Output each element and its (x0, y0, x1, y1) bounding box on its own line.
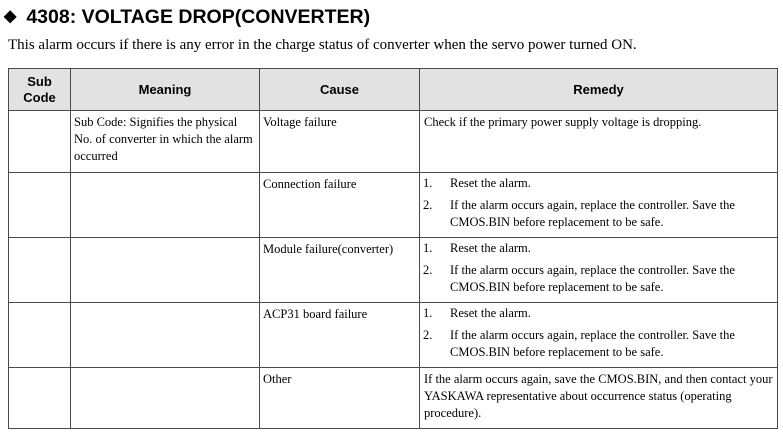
sub-code-cell (9, 173, 71, 238)
sub-code-cell (9, 368, 71, 429)
header-sub-code-line2: Code (23, 89, 56, 105)
remedy-cell: If the alarm occurs again, save the CMOS.BIN, and then contact your YASKAWA representative about occurrence status (operating procedure). (420, 368, 778, 429)
alarm-title (4, 3, 370, 31)
header-sub-code-line1: Sub (27, 73, 52, 89)
remedy-step: 2. If the alarm occurs again, replace the controller. Save the CMOS.BIN before replacement to be safe. (423, 198, 735, 229)
alarm-description: This alarm occurs if there is any error in the charge status of converter when the servo power turned ON. (8, 37, 637, 53)
remedy-cell (420, 238, 778, 303)
remedy-steps (420, 173, 777, 231)
meaning-cell (71, 238, 260, 303)
remedy-cell (420, 303, 778, 368)
meaning-cell: Sub Code: Signifies the physical No. of converter in which the alarm occurred (71, 111, 260, 173)
table-header-row (9, 69, 778, 111)
meaning-cell (71, 368, 260, 429)
remedy-step: 2. If the alarm occurs again, replace the controller. Save the CMOS.BIN before replacement to be safe. (423, 263, 735, 294)
alarm-title-text: 4308: VOLTAGE DROP(CONVERTER) (26, 5, 371, 28)
meaning-cell (71, 303, 260, 368)
sub-code-cell (9, 238, 71, 303)
remedy-step: 1. Reset the alarm. (423, 241, 531, 255)
remedy-step: 1. Reset the alarm. (423, 176, 531, 190)
remedy-step: 1. Reset the alarm. (423, 306, 531, 320)
header-cause: Cause (260, 69, 420, 111)
header-sub-code (9, 69, 71, 111)
header-remedy: Remedy (420, 69, 778, 111)
table-row (9, 238, 778, 303)
sub-code-cell (9, 111, 71, 173)
table-row (9, 303, 778, 368)
table-row (9, 111, 778, 173)
remedy-cell: Check if the primary power supply voltage is dropping. (420, 111, 778, 173)
remedy-step: 2. If the alarm occurs again, replace the controller. Save the CMOS.BIN before replacement to be safe. (423, 328, 735, 359)
cause-cell: Module failure(converter) (260, 238, 420, 303)
table-row (9, 173, 778, 238)
cause-cell: ACP31 board failure (260, 303, 420, 368)
cause-cell: Voltage failure (260, 111, 420, 173)
remedy-steps (420, 238, 777, 296)
remedy-cell (420, 173, 778, 238)
diamond-bullet-icon: ◆ (4, 8, 17, 25)
remedy-steps (420, 303, 777, 361)
alarm-table (8, 68, 778, 429)
cause-cell: Connection failure (260, 173, 420, 238)
header-meaning: Meaning (71, 69, 260, 111)
meaning-cell (71, 173, 260, 238)
cause-cell: Other (260, 368, 420, 429)
sub-code-cell (9, 303, 71, 368)
table-row (9, 368, 778, 429)
